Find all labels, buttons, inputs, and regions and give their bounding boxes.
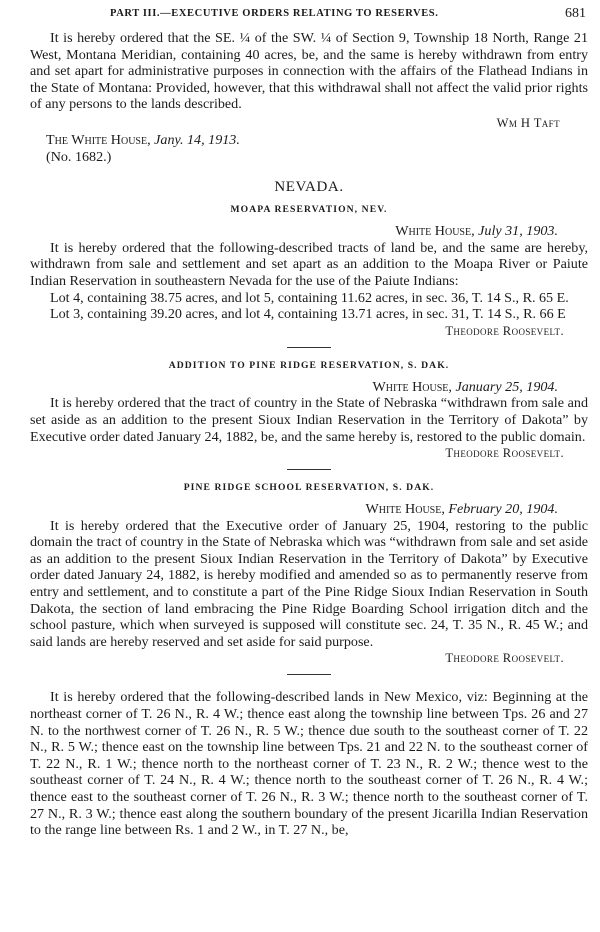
page-body (30, 30, 588, 839)
state-heading-nevada: NEVADA. (274, 179, 344, 196)
pine-ridge-school-text: It is hereby ordered that the Executive order of January 25, 1904, restoring to the public domain the tract of country in the State of Nebraska which was “withdrawn from sale and set aside as an addition to the present Sioux Indian Reservation in the Territory of Dakota” by Executive order dated January 24, 1882, is hereby modified and amended so as to permanently reserve from entry and settlement, and to constitute a part of the Pine Ridge Sioux Indian Reservation in South Dakota, the section of land embracing the Pine Ridge Boarding School irrigation ditch and the school pasture, which when surveyed is supposed will constitute sec. 24, T. 35 N., R. 45 W.; and said lands are hereby reserved and set aside for said purpose. (30, 517, 588, 650)
order-1682-number: (No. 1682.) (46, 148, 112, 165)
pine-ridge-school-order (30, 482, 588, 666)
moapa-order (30, 204, 588, 339)
section-divider (287, 347, 331, 348)
pine-ridge-addition-date: January 25, 1904. (455, 378, 558, 395)
order-1682-place (46, 132, 588, 149)
order-1682 (30, 30, 588, 165)
order-1682-place-date: Jany. 14, 1913. (154, 131, 240, 148)
pine-ridge-addition-order (30, 360, 588, 461)
moapa-lot-2: Lot 3, containing 39.20 acres, and lot 4, containing 13.71 acres, in sec. 31, T. 14 S., R. 66 E (50, 306, 566, 323)
pine-ridge-school-date: February 20, 1904. (448, 501, 558, 518)
order-1682-text: It is hereby ordered that the SE. ¼ of the SW. ¼ of Section 9, Township 18 North, Range 21 West, Montana Meridian, containing 40 acres, be, and the same is hereby withdrawn from entry and set apart for administrative purposes in connection with the affairs of the Flathead Indians in the State of Montana: Provided, however, that this withdrawal shall not affect the valid prior rights of any persons to the lands described. (30, 30, 588, 113)
pine-ridge-addition-signature: Theodore Roosevelt. (445, 446, 564, 461)
moapa-signature: Theodore Roosevelt. (445, 323, 564, 338)
pine-ridge-addition-text: It is hereby ordered that the tract of country in the State of Nebraska “withdrawn from sale and set aside as an addition to the present Sioux Indian Reservation in the Territory of Dakota” by Executive order dated January 24, 1882, be, and the same hereby is, restored to the public domain. (30, 395, 588, 445)
section-divider (287, 674, 331, 675)
moapa-heading: MOAPA RESERVATION, NEV. (230, 204, 388, 216)
order-1682-place-prefix: The White House, (46, 131, 155, 148)
pine-ridge-school-signature: Theodore Roosevelt. (445, 651, 564, 666)
running-header-title: PART III.—EXECUTIVE ORDERS RELATING TO RESERVES. (110, 8, 439, 19)
pine-ridge-addition-heading: ADDITION TO PINE RIDGE RESERVATION, S. DAK. (168, 359, 450, 371)
moapa-lot-1: Lot 4, containing 38.75 acres, and lot 5, containing 11.62 acres, in sec. 36, T. 14 S., R. 65 E. (50, 289, 569, 306)
moapa-date: July 31, 1903. (478, 223, 558, 240)
running-header (0, 6, 600, 22)
pine-ridge-addition-dateline (30, 379, 558, 396)
moapa-dateline (30, 223, 558, 240)
pine-ridge-school-dateline (30, 501, 558, 518)
section-divider (287, 469, 331, 470)
pine-ridge-addition-date-prefix: White House, (372, 378, 456, 395)
moapa-date-prefix: White House, (395, 223, 479, 240)
new-mexico-order (30, 689, 588, 838)
moapa-text: It is hereby ordered that the following-described tracts of land be, and the same are hereby, withdrawn from sale and settlement and set apart as an addition to the Moapa River or Paiute Indian Reservation in southeastern Nevada for the use of the Paiute Indians: (30, 239, 588, 289)
new-mexico-text: It is hereby ordered that the following-described lands in New Mexico, viz: Beginning at the northeast corner of T. 26 N., R. 4 W.; thence east along the township line between Tps. 26 and 27 N. to the northwest corner of T. 26 N., R. 5 W.; thence due south to the southeast corner of T. 22 N., R. 5 W.; thence east on the township line between Tps. 21 and 22 N. to the southeast corner of T. 22 N., R. 1 W.; thence north to the northeast corner of T. 23 N., R. 2 W.; thence west to the southeast corner of T. 24 N., R. 4 W.; thence north to the southeast corner of T. 26 N., R. 4 W.; thence east to the southeast corner of T. 26 N., R. 3 W.; thence north to the southeast corner of T. 27 N., R. 3 W.; thence east along the southern boundary of the present Jicarilla Indian Reservation to the range line between Rs. 1 and 2 W., in T. 27 N., be, (30, 689, 588, 839)
pine-ridge-school-date-prefix: White House, (365, 501, 449, 518)
page-number: 681 (565, 6, 586, 21)
pine-ridge-school-heading: PINE RIDGE SCHOOL RESERVATION, S. DAK. (183, 482, 435, 494)
order-1682-signature: Wm H Taft (496, 115, 560, 130)
